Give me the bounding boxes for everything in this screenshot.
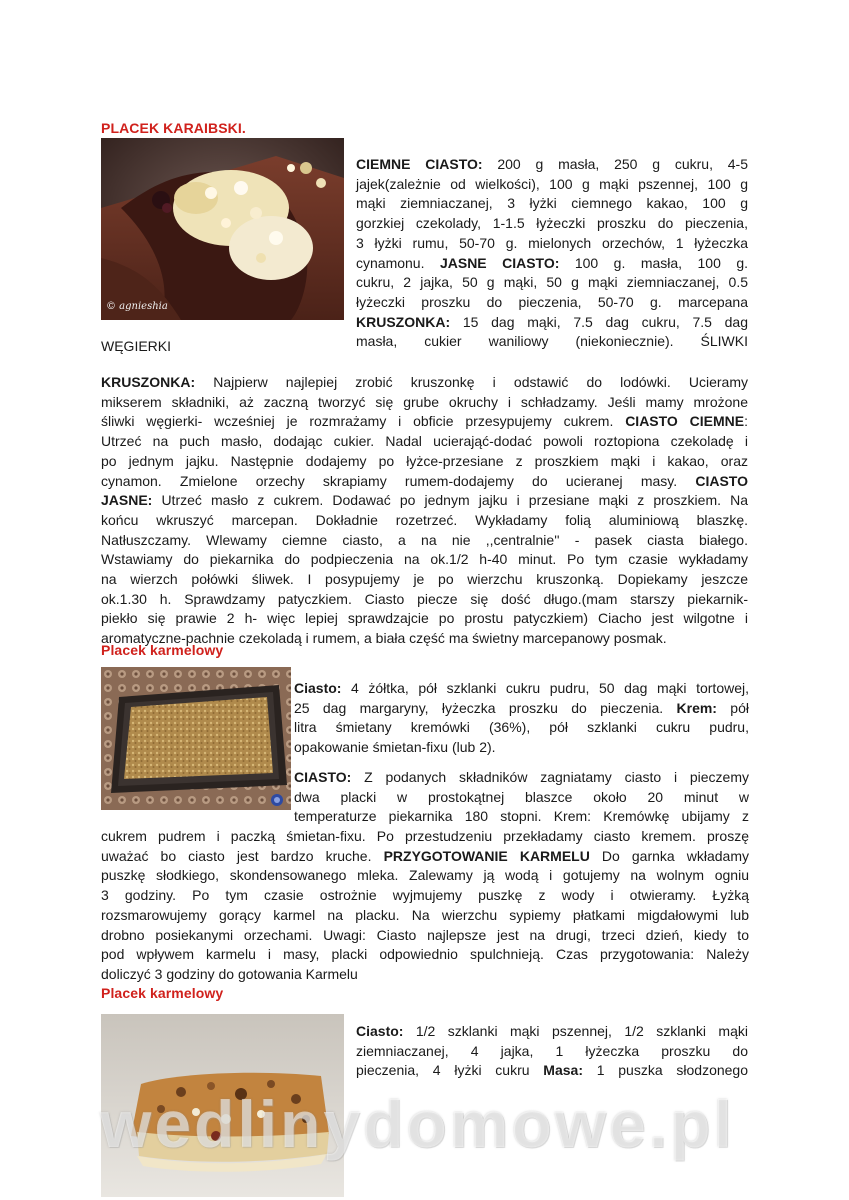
text-line: Ciasto: 1/2 szklanki mąki pszennej, 1/2 szklanki mąki [356, 1023, 748, 1039]
text-line: Natłuszczamy. Wlewamy ciemne ciasto, a na nie ,,centralnie'' - pasek ciasta białego. [101, 531, 748, 548]
text-line: Wstawiamy do piekarnika do podpieczenia na ok.1/2 h-40 minut. Po tym czasie wykładamy [101, 551, 748, 568]
site-watermark: wedlinydomowe.pl [100, 1087, 735, 1161]
text-line: jajek(zależnie od wielkości), 100 g mąki pszennej, 100 g [356, 175, 748, 192]
text-line: uważać bo ciasto jest bardzo kruche. PRZYGOTOWANIE KARMELU Do garnka wkładamy [101, 847, 749, 864]
text-line: mąki ziemniaczanej, 3 łyżki ciemnego kakao, 100 g [356, 195, 748, 212]
text-line: 3 łyżki rumu, 50-70 g. mielonych orzechów, 1 łyżeczka [356, 234, 748, 251]
recipe2-method [101, 827, 749, 985]
recipe1-ingredients [356, 155, 748, 352]
text-line: Utrzeć na puch masło, dodając cukier. Nadal ucierająć-dodać powoli roztopiona czekoladę i [101, 433, 748, 450]
text-line: 3 godziny. Po tym czasie ostrożnie wyjmujemy puszkę z wody i otwieramy. Łyżką [101, 887, 749, 904]
text-line: ok.1.30 h. Sprawdzamy patyczkiem. Ciasto piecze się dość długo.(mam starszy piekarnik- [101, 590, 748, 607]
recipe-title-placek-karaibski: PLACEK KARAIBSKI. [101, 120, 246, 136]
cake-photo-karaibski [101, 138, 344, 320]
text-line: śliwki węgierki- wcześniej je rozmrażamy i obficie przesypujemy cukrem. CIASTO CIEMNE: [101, 413, 748, 430]
text-line: CIEMNE CIASTO: 200 g masła, 250 g cukru, 4-5 [356, 156, 748, 172]
text-line: drobno posiekanymi orzechami. Uwagi: Ciasto najlepsze jest na drugi, trzeci dzień, kiedy to [101, 926, 749, 943]
text-line: końcu wkruszyć marcepan. Dokładnie rozetrzeć. Wykładamy folią aluminiową blaszkę. [101, 511, 748, 528]
text-line: cukrem pudrem i paczką śmietan-fixu. Po przestudzeniu przekładamy ciasto kremem. proszę [101, 828, 749, 844]
recipe2-ingredients [294, 679, 749, 758]
text-line: doliczyć 3 godziny do gotowania Karmelu [101, 965, 358, 982]
text-line: temperaturze piekarnika 180 stopni. Krem: Kremówkę ubijamy z [294, 808, 749, 825]
recipe-title-placek-karmelowy: Placek karmelowy [101, 642, 224, 658]
text-line: łyżeczki proszku do pieczenia, 50-70 g. marcepana [356, 293, 748, 310]
photo-caption: © agnieshia [106, 301, 168, 312]
cake-photo-karmelowy [101, 667, 291, 810]
recipe1-method [101, 373, 748, 649]
text-line: na wierzch połówki śliwek. I posypujemy je po wierzchu kruszonką. Dopiekamy jeszcze [101, 571, 748, 588]
text-line: pieczenia, 4 łyżki cukru Masa: 1 puszka słodzonego [356, 1062, 748, 1079]
text-line: cukru, 2 jajka, 50 g mąki, 50 g mąki ziemniaczanej, 0.5 [356, 274, 748, 291]
text-line: cynamonu. JASNE CIASTO: 100 g. masła, 100 g. [356, 254, 749, 271]
text-line: Ciasto: 4 żółtka, pół szklanki cukru pudru, 50 dag mąki tortowej, [294, 680, 749, 696]
text-line: litra śmietany kremówki (36%), pół szklanki cukru pudru, [294, 719, 749, 736]
text-line: KRUSZONKA: 15 dag mąki, 7.5 dag cukru, 7.5 dag [356, 313, 748, 330]
text-line: aromatyczne-pachnie czekoladą i rumem, a biała część ma świetny marcepanowy posmak. [101, 630, 667, 647]
text-line: mikserem składniki, aż zaczną tworzyć się grube okruchy i schładzamy. Jeśli mamy mrożone [101, 393, 748, 410]
text-line: dwa placki w prostokątnej blaszce około 20 minut w [294, 788, 749, 805]
text-line: WĘGIERKI [101, 338, 172, 354]
text-line: opakowanie śmietan-fixu (lub 2). [294, 739, 496, 756]
recipe-title-placek-karmelowy-2: Placek karmelowy [101, 985, 224, 1001]
text-line: KRUSZONKA: Najpierw najlepiej zrobić kruszonkę i odstawić do lodówki. Ucieramy [101, 374, 748, 390]
text-line: ziemniaczanej, 4 jajka, 1 łyżeczka proszku do [356, 1042, 748, 1059]
text-line: cynamon. Zmielone orzechy skrapiamy rumem-dodajemy do ucieranej masy. CIASTO [101, 472, 748, 489]
text-line: JASNE: Utrzeć masło z cukrem. Dodawać po jednym jajku i przesiane mąki z proszkiem. Na [101, 492, 748, 509]
text-line: puszkę słodkiego, skondensowanego mleka. Zalewamy ją wodą i gotujemy na wolnym ogniu [101, 867, 749, 884]
text-line: rozsmarowujemy gorący karmel na placku. Na wierzchu sypiemy płatkami migdałowymi lub [101, 906, 749, 923]
text-line: masła, cukier waniliowy (niekoniecznie). ŚLIWKI [356, 333, 748, 350]
text-line: 25 dag margaryny, łyżeczka proszku do pieczenia. Krem: pół [294, 699, 749, 716]
text-line: pod wpływem karmelu i masy, placki odpowiednio spulchnieją. Czas przygotowania: Należy [101, 946, 749, 963]
recipe2-method-top [294, 768, 749, 827]
recipe3-ingredients [356, 1022, 748, 1081]
text-line: CIASTO: Z podanych składników zagniatamy ciasto i pieczemy [294, 769, 749, 785]
text-line: gorzkiej czekolady, 1-1.5 łyżeczki proszku do pieczenia, [356, 215, 748, 232]
cake-photo-karmelowy-2 [101, 1014, 344, 1197]
text-line: piekło się prawie 2 h- więc lepiej sprawdzajcie po prostu patyczkiem) Ciacho jest wilgotne i [101, 610, 748, 627]
text-line: po jednym jajku. Następnie dodajemy po łyżce-przesiane z proszkiem mąki i kakao, oraz [101, 452, 748, 469]
